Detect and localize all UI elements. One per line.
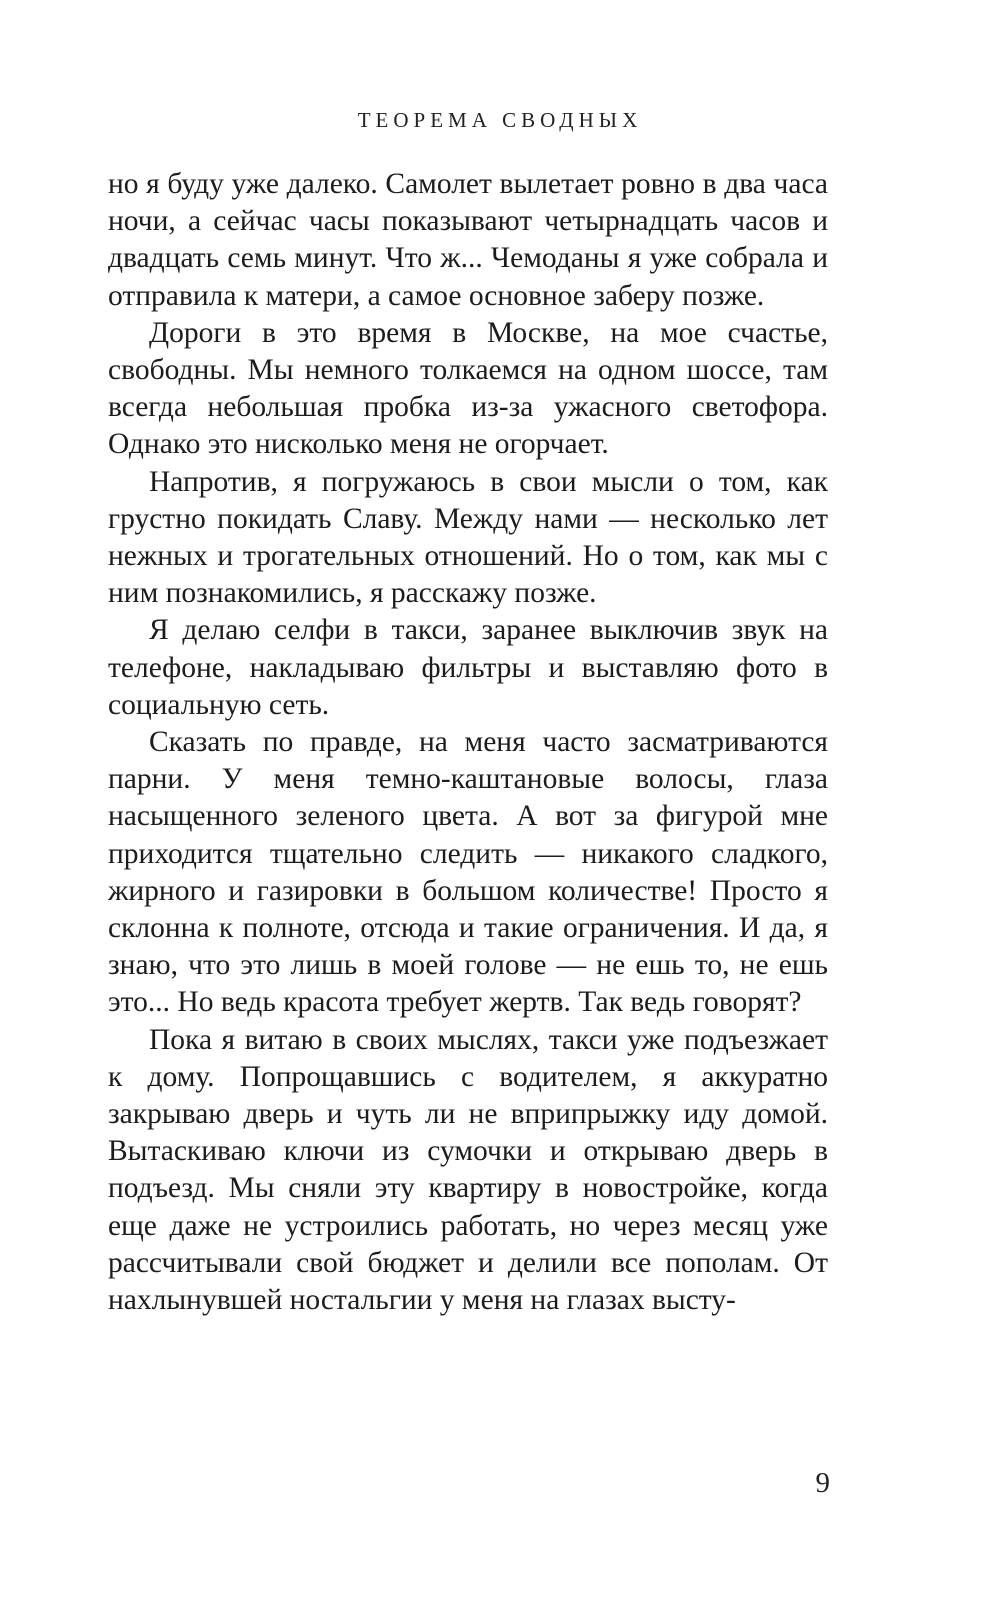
paragraph-2: Дороги в это время в Москве, на мое счастье, свободны. Мы немного толкаемся на одном шоссе, там всегда небольшая пробка из-за ужасного светофора. Однако это нисколько меня не огорчает.	[108, 316, 828, 461]
paragraph-6: Пока я витаю в своих мыслях, такси уже подъезжает к дому. Попрощавшись с водителем, я аккуратно закрываю дверь и чуть ли не вприпрыжку иду домой. Вытаскиваю ключи из сумочки и открываю дверь в подъезд. Мы сняли эту квартиру в новостройке, когда еще даже не устроились работать, но через месяц уже рассчитывали свой бюджет и делили все пополам. От нахлынувшей ностальгии у меня на глазах высту-	[108, 1023, 828, 1317]
body-text	[108, 166, 828, 1319]
paragraph-4: Я делаю селфи в такси, заранее выключив звук на телефоне, накладываю фильтры и выставляю фото в социальную сеть.	[108, 614, 828, 721]
paragraph-5: Сказать по правде, на меня часто засматриваются парни. У меня темно-каштановые волосы, глаза насыщенного зеленого цвета. А вот за фигурой мне приходится тщательно следить — никакого сладкого, жирного и газировки в большом количестве! Просто я склонна к полноте, отсюда и такие ограничения. И да, я знаю, что это лишь в моей голове — не ешь то, не ешь это... Но ведь красота требует жертв. Так ведь говорят?	[108, 726, 828, 1019]
running-head: ТЕОРЕМА СВОДНЫХ	[357, 108, 643, 132]
paragraph-3: Напротив, я погружаюсь в свои мысли о том, как грустно покидать Славу. Между нами — несколько лет нежных и трогательных отношений. Но о том, как мы с ним познакомились, я расскажу позже.	[108, 465, 828, 610]
page-number: 9	[815, 1467, 830, 1499]
paragraph-1: но я буду уже далеко. Самолет вылетает ровно в два часа ночи, а сейчас часы показывают четырнадцать часов и двадцать семь минут. Что ж... Чемоданы я уже собрала и отправила к матери, а самое основное заберу позже.	[108, 168, 828, 312]
